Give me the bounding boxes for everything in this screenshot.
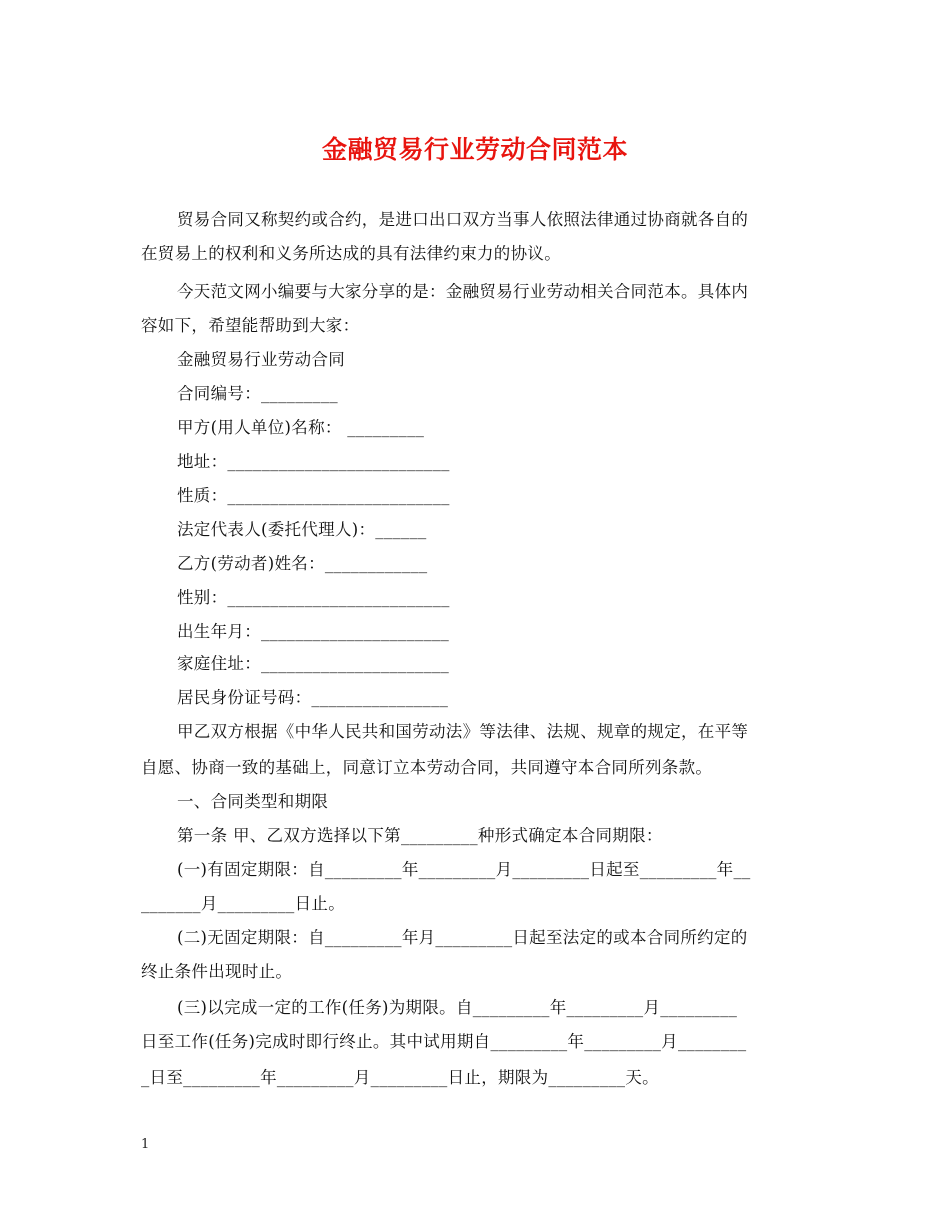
document-title: 金融贸易行业劳动合同范本: [321, 135, 628, 164]
paragraph-line: 终止条件出现时止。: [141, 962, 293, 981]
nature-field: 性质：__________________________: [177, 486, 450, 505]
paragraph-line: 今天范文网小编要与大家分享的是：金融贸易行业劳动相关合同范本。具体内: [177, 282, 749, 301]
home-address-field: 家庭住址：______________________: [177, 654, 450, 673]
employee-name-field: 乙方(劳动者)姓名：____________: [177, 554, 428, 573]
page-number: 1: [141, 1137, 150, 1152]
paragraph-line: _日至_________年_________月_________日止，期限为_________天。: [141, 1068, 659, 1087]
article-line: 第一条 甲、乙双方选择以下第_________种形式确定本合同期限：: [177, 826, 663, 845]
paragraph-line: 日至工作(任务)完成时即行终止。其中试用期自_________年_________月________: [141, 1032, 747, 1051]
paragraph-line: 在贸易上的权利和义务所达成的具有法律约束力的协议。: [141, 244, 561, 263]
legal-representative-field: 法定代表人(委托代理人)：______: [177, 520, 427, 539]
paragraph-line: 贸易合同又称契约或合约，是进口出口双方当事人依照法律通过协商就各自的: [177, 210, 749, 229]
paragraph-line: (一)有固定期限：自_________年_________月_________日起至_________年__: [177, 860, 751, 879]
paragraph-line: (三)以完成一定的工作(任务)为期限。自_________年_________月_________: [177, 998, 738, 1017]
address-field: 地址：__________________________: [177, 452, 450, 471]
contract-number-field: 合同编号：_________: [177, 384, 338, 403]
paragraph-line: 甲乙双方根据《中华人民共和国劳动法》等法律、法规、规章的规定，在平等: [177, 722, 749, 741]
employer-name-field: 甲方(用人单位)名称： _________: [177, 418, 425, 437]
gender-field: 性别：__________________________: [177, 588, 450, 607]
id-number-field: 居民身份证号码：________________: [177, 688, 449, 707]
paragraph-line: 自愿、协商一致的基础上，同意订立本劳动合同，共同遵守本合同所列条款。: [141, 758, 713, 777]
section-heading: 一、合同类型和期限: [177, 792, 329, 811]
paragraph-line: (二)无固定期限：自_________年月_________日起至法定的或本合同所约定的: [177, 928, 748, 947]
paragraph-line: 容如下，希望能帮助到大家：: [141, 316, 360, 335]
paragraph-line: _______月_________日止。: [141, 894, 345, 913]
birth-date-field: 出生年月：______________________: [177, 622, 450, 641]
contract-heading: 金融贸易行业劳动合同: [177, 350, 345, 369]
